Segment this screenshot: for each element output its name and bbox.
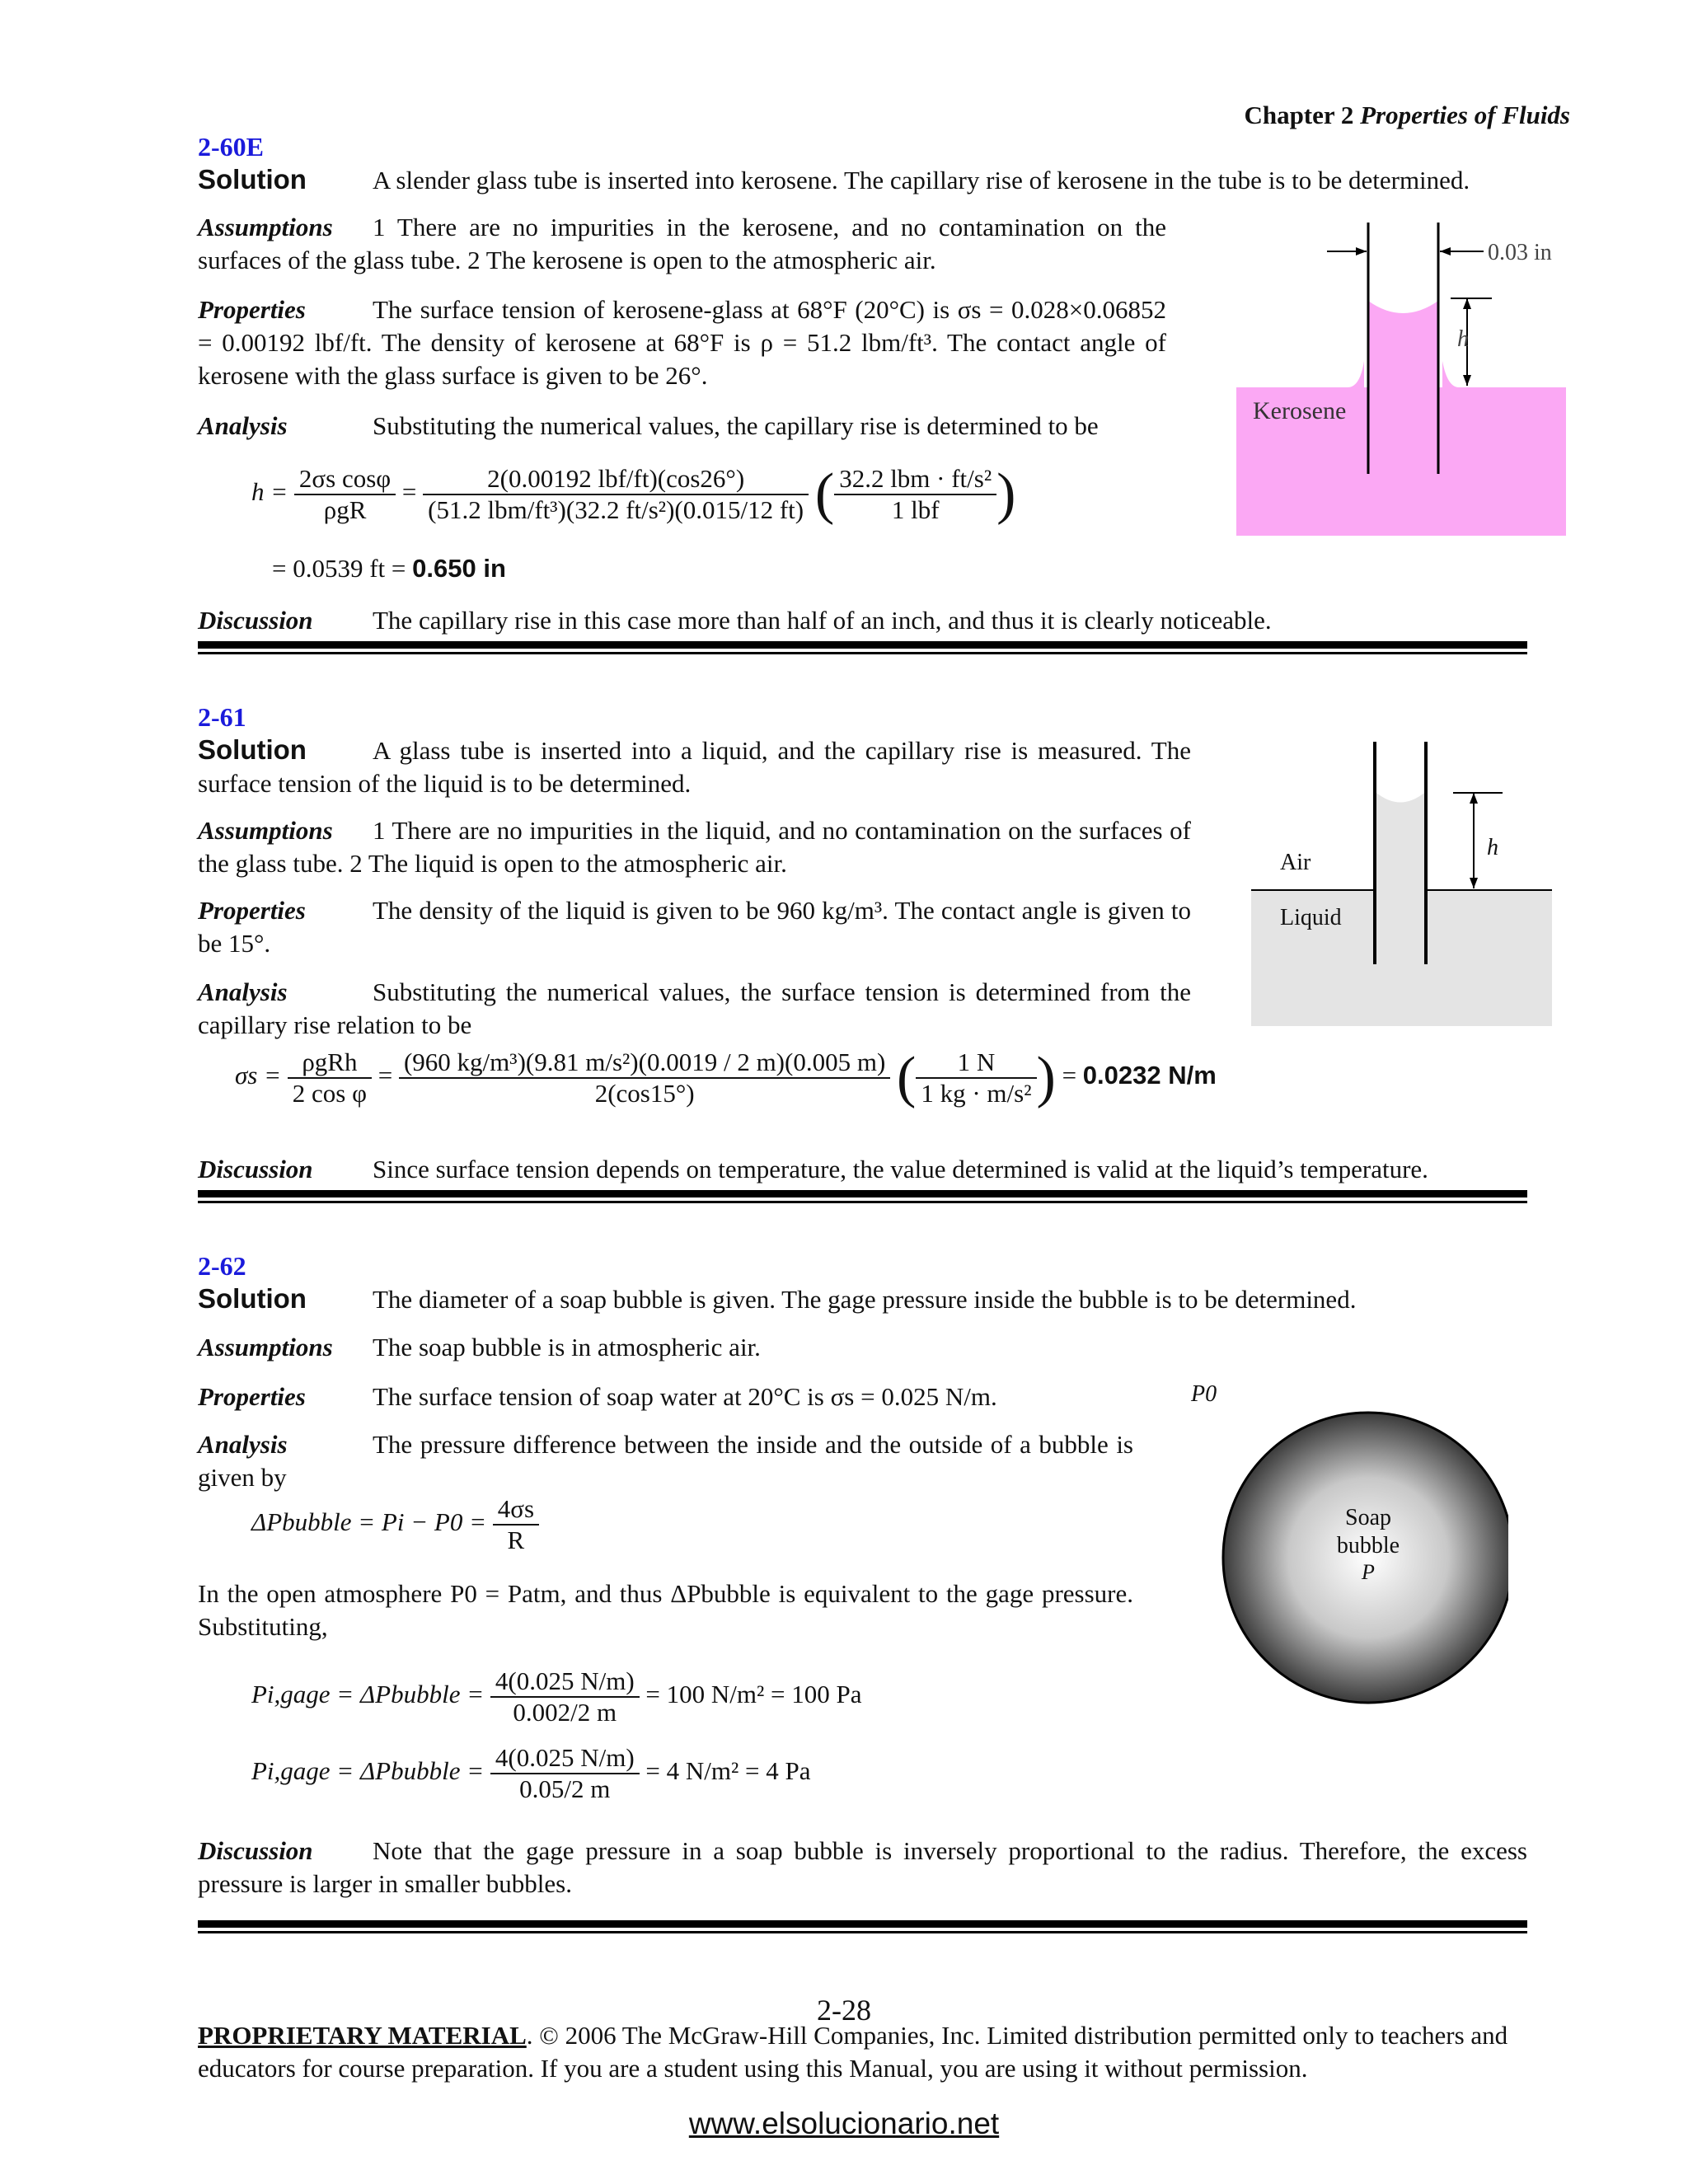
discussion-paragraph [198, 1835, 1527, 1900]
svg-text:Liquid: Liquid [1280, 905, 1342, 930]
assumptions-paragraph [198, 814, 1191, 880]
properties-text: The density of the liquid is given to be 960 kg/m³. The contact angle is given to be 15°. [198, 896, 1191, 958]
problem-number: 2-60E [198, 132, 264, 162]
fraction: $\frac{\text{2(0.00192 lbf/ft)(cos26°)}}{\text{(51.2 lbm/ft³)(32.2 ft/s²)(0.015/12 ft)}}$ [423, 464, 809, 525]
assumptions-paragraph [198, 211, 1166, 277]
open-atmosphere-paragraph: In the open atmosphere P0 = Patm, and thus ΔPbubble is equivalent to the gage pressure. Substituting, [198, 1579, 1133, 1641]
svg-text:h: h [1457, 326, 1469, 352]
website-link[interactable]: www.elsolucionario.net [688, 2107, 1000, 2140]
left-paren: ( [897, 1046, 917, 1109]
discussion-paragraph [198, 604, 1566, 637]
analysis-text: The pressure difference between the inside and the outside of a bubble is given by [198, 1430, 1133, 1492]
section-divider [198, 1201, 1527, 1203]
page-number: 2-28 [817, 1994, 871, 2027]
soap-bubble-figure [1179, 1368, 1508, 1714]
fraction: $\frac{4(0.025 N/m)}{0.002/2 m}$ [490, 1666, 640, 1727]
fraction: $\frac{\text{(960 kg/m³)(9.81 m/s²)(0.0019 / 2 m)(0.005 m)}}{2(\cos 15^\circ)}$ [399, 1047, 890, 1108]
capillary-rise-equation: h = $\frac{\text{2σs cosφ}}{\text{ρgR}}$ = $\frac{\text{2(0.00192 lbf/ft)(cos26°)}}{\text{(51.2 lbm/ft³)(32.2 ft/s²)(0.015/12 ft)}}$ ( $\frac{\text{32.2 lbm · ft/s²}}{\text{1 lbf}}$ ) [251, 462, 1016, 526]
analysis-paragraph [198, 410, 1166, 443]
solution-text: The diameter of a soap bubble is given. The gage pressure inside the bubble is to be determined. [373, 1285, 1357, 1314]
surface-tension-equation: σs = $\frac{\text{ρgRh}}{\text{2 cos φ}}$ = $\frac{\text{(960 kg/m³)(9.81 m/s²)(0.0019 / 2 m)(0.005 m)}}{2(\cos 15^\circ)}$ ( $\frac{1 N}{\text{1 kg · m/s²}}$ ) = 0.0232 N/m [235, 1046, 1217, 1109]
svg-text:P: P [1362, 1560, 1375, 1584]
properties-text: The surface tension of kerosene-glass at 68°F (20°C) is σs = 0.028×0.06852 = 0.00192 lbf/ft. The density of kerosene at 68°F is ρ = 51.2 lbm/ft³. The contact angle of kerosene with the glass surface is given to be 26°. [198, 295, 1166, 390]
fraction: $\frac{4\sigma s}{R}$ [493, 1494, 539, 1555]
properties-paragraph [198, 894, 1191, 960]
fraction: $\frac{1 N}{\text{1 kg · m/s²}}$ [916, 1047, 1036, 1108]
discussion-paragraph [198, 1153, 1566, 1186]
problem-number: 2-61 [198, 702, 246, 732]
properties-text: The surface tension of soap water at 20°C is σs = 0.025 N/m. [373, 1382, 997, 1411]
analysis-label: Analysis [198, 411, 288, 440]
assumptions-text: The soap bubble is in atmospheric air. [373, 1333, 761, 1361]
discussion-text: The capillary rise in this case more than half of an inch, and thus it is clearly noticeable. [373, 606, 1272, 635]
discussion-text: Note that the gage pressure in a soap bubble is inversely proportional to the radius. Therefore, the excess pressure is larger in smaller bubbles. [198, 1836, 1527, 1898]
right-paren: ) [996, 462, 1016, 526]
assumptions-text: 1 There are no impurities in the liquid, and no contamination on the surfaces of the glass tube. 2 The liquid is open to the atmospheric air. [198, 816, 1191, 878]
solution-label: Solution [198, 164, 307, 194]
discussion-label: Discussion [198, 1155, 313, 1183]
assumptions-text: 1 There are no impurities in the kerosene, and no contamination on the surfaces of the glass tube. 2 The kerosene is open to the atmospheric air. [198, 213, 1166, 274]
assumptions-label: Assumptions [198, 1333, 333, 1361]
discussion-label: Discussion [198, 606, 313, 635]
analysis-paragraph [198, 1428, 1133, 1494]
pressure-difference-equation: ΔPbubble = Pi − P0 = $\frac{4\sigma s}{R}$ [251, 1494, 539, 1555]
svg-text:h: h [1487, 835, 1498, 860]
notice-text: . © 2006 The McGraw-Hill Companies, Inc. Limited distribution permitted only to teachers and educators for course preparation. If you are a student using this Manual, you are using it without permission. [198, 2021, 1508, 2083]
solution-paragraph [198, 1282, 1566, 1316]
assumptions-label: Assumptions [198, 816, 333, 845]
analysis-label: Analysis [198, 977, 288, 1006]
problem-number: 2-62 [198, 1251, 246, 1281]
fraction: $\frac{\text{32.2 lbm · ft/s²}}{\text{1 lbf}}$ [834, 464, 996, 525]
analysis-text: Substituting the numerical values, the surface tension is determined from the capillary rise relation to be [198, 977, 1191, 1039]
svg-text:Kerosene: Kerosene [1253, 397, 1347, 424]
properties-paragraph [198, 293, 1166, 392]
properties-paragraph [198, 1380, 1269, 1413]
gage-pressure-equation-1: Pi,gage = ΔPbubble = $\frac{4(0.025 N/m)}{0.002/2 m}$ = 100 N/m² = 100 Pa [251, 1666, 862, 1727]
analysis-label: Analysis [198, 1430, 288, 1459]
fraction: $\frac{4(0.025 N/m)}{0.05/2 m}$ [490, 1743, 640, 1804]
fraction: $\frac{\text{ρgRh}}{\text{2 cos φ}}$ [288, 1047, 372, 1108]
properties-label: Properties [198, 295, 306, 324]
solution-paragraph [198, 733, 1191, 800]
kerosene-capillary-figure [1236, 223, 1566, 536]
analysis-paragraph [198, 976, 1191, 1042]
solution-text: A slender glass tube is inserted into kerosene. The capillary rise of kerosene in the tube is to be determined. [373, 166, 1470, 194]
svg-text:0.03 in: 0.03 in [1488, 240, 1552, 265]
properties-label: Properties [198, 1382, 306, 1411]
proprietary-label: PROPRIETARY MATERIAL [198, 2021, 527, 2050]
svg-text:Soap: Soap [1345, 1505, 1391, 1530]
assumptions-label: Assumptions [198, 213, 333, 241]
discussion-text: Since surface tension depends on temperature, the value determined is valid at the liquid’s temperature. [373, 1155, 1428, 1183]
properties-label: Properties [198, 896, 306, 925]
solution-label: Solution [198, 1283, 307, 1314]
section-divider [198, 1190, 1527, 1197]
fraction: $\frac{\text{2σs cosφ}}{\text{ρgR}}$ [294, 464, 396, 525]
solution-paragraph [198, 163, 1566, 197]
left-paren: ( [814, 462, 835, 526]
svg-text:P0: P0 [1191, 1381, 1217, 1407]
analysis-text: Substituting the numerical values, the capillary rise is determined to be [373, 411, 1099, 440]
chapter-header: Chapter 2 Properties of Fluids [1244, 101, 1570, 129]
copyright-notice [198, 2019, 1566, 2085]
capillary-rise-result: = 0.0539 ft = 0.650 in [272, 554, 506, 583]
solution-text: A glass tube is inserted into a liquid, and the capillary rise is measured. The surface tension of the liquid is to be determined. [198, 736, 1191, 798]
section-divider [198, 641, 1527, 649]
assumptions-paragraph [198, 1331, 1269, 1364]
liquid-capillary-figure [1251, 742, 1552, 1026]
section-divider [198, 1920, 1527, 1928]
svg-text:bubble: bubble [1336, 1533, 1400, 1558]
solution-label: Solution [198, 734, 307, 765]
section-divider [198, 652, 1527, 654]
gage-pressure-equation-2: Pi,gage = ΔPbubble = $\frac{4(0.025 N/m)}{0.05/2 m}$ = 4 N/m² = 4 Pa [251, 1743, 811, 1803]
svg-text:Air: Air [1280, 850, 1311, 875]
right-paren: ) [1036, 1046, 1056, 1109]
discussion-label: Discussion [198, 1836, 313, 1865]
section-divider [198, 1931, 1527, 1933]
